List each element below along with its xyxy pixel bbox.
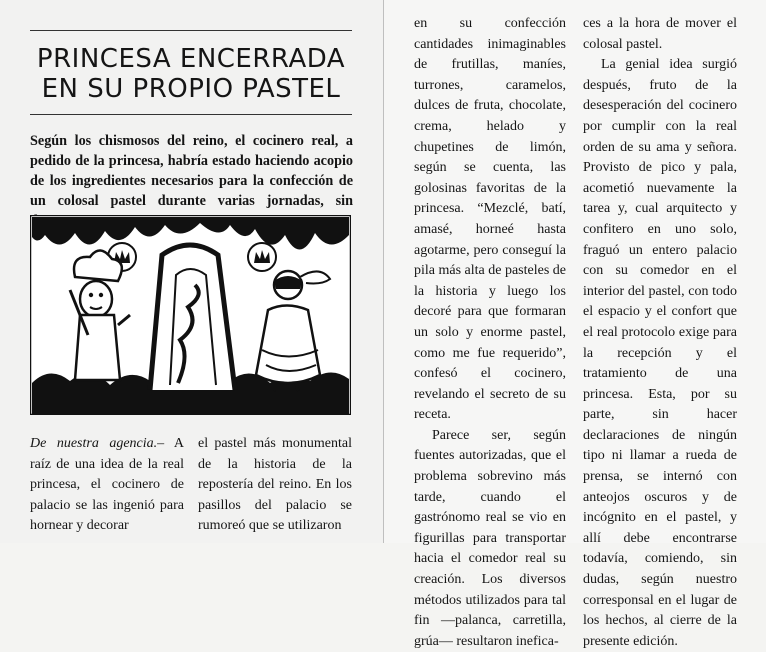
headline [30,44,352,104]
body-column-1-text: A raíz de una idea de la real princesa, el cocinero de palacio se las ingenió para hornear y decorar [30,436,184,534]
page-gutter [383,0,384,543]
body-column-2-text: el pastel más monumental de la historia de la repostería del reino. En los pasillos del palacio se rumoreó que se utilizaron [198,436,352,534]
top-rule [30,30,352,31]
body-column-1 [30,434,184,537]
body-column-4 [583,14,737,652]
headline-bottom-rule [30,114,352,115]
headline-line-2: EN SU PROPIO PASTEL [41,74,341,104]
body-column-3-paragraph-1: en su confección cantidades inimaginables de frutillas, maníes, turrones, caramelos, dulces de fruta, chocolate, crema, helado y chupetines de limón, según se cuenta, las golosinas favoritas de la princesa. “Mezclé, batí, amasé, horneé hasta agotarme, pero conseguí la pila más alta de pasteles de la historia y luego los decoré para que formaran un solo y enorme pastel, como me fue requerido”, confesó el cocinero, revelando el secreto de su receta. [414,16,566,423]
body-column-3 [414,14,566,652]
headline-line-1: PRINCESA ENCERRADA [36,44,346,74]
cake-illustration [30,215,351,415]
body-column-3-paragraph-2: Parece ser, según fuentes autorizadas, que el problema sobrevino más tarde, cuando el gastrónomo real se vio en figurillas para transportar hacia el comedor real su creación. Los diversos métodos utilizados para tal fin —palanca, carretilla, grúa— resultaron inefica- [414,427,566,649]
body-column-4-paragraph-2: La genial idea surgió después, fruto de la desesperación del cocinero por cumplir con la real orden de su ama y señora. Provisto de pico y pala, acometió nuevamente la tarea y, cual arquitecto y confitero en uno solo, fraguó un entero palacio con su comedor en el interior del pastel, con todo el espacio y el confort que el real protocolo exige para la recepción y el tratamiento de una princesa. Esta, por su parte, sin hacer declaraciones de ningún tipo ni llamar a rueda de prensa, se internó con anteojos oscuros y de incógnito en el pastel, y allí debe encontrarse todavía, comiendo, sin dudas, según nuestro corresponsal en el lugar de los hechos, al cierre de la presente edición. [583,57,737,649]
body-column-2 [198,434,352,537]
body-column-4-paragraph-1: ces a la hora de mover el colosal pastel. [583,16,737,52]
lead-paragraph: Según los chismosos del reino, el cocinero real, a pedido de la princesa, habría estado haciendo acopio de los ingredientes necesarios para la confección de un colosal pastel durante varias jornadas, sin [30,133,353,209]
byline: De nuestra agencia.– [30,436,165,451]
